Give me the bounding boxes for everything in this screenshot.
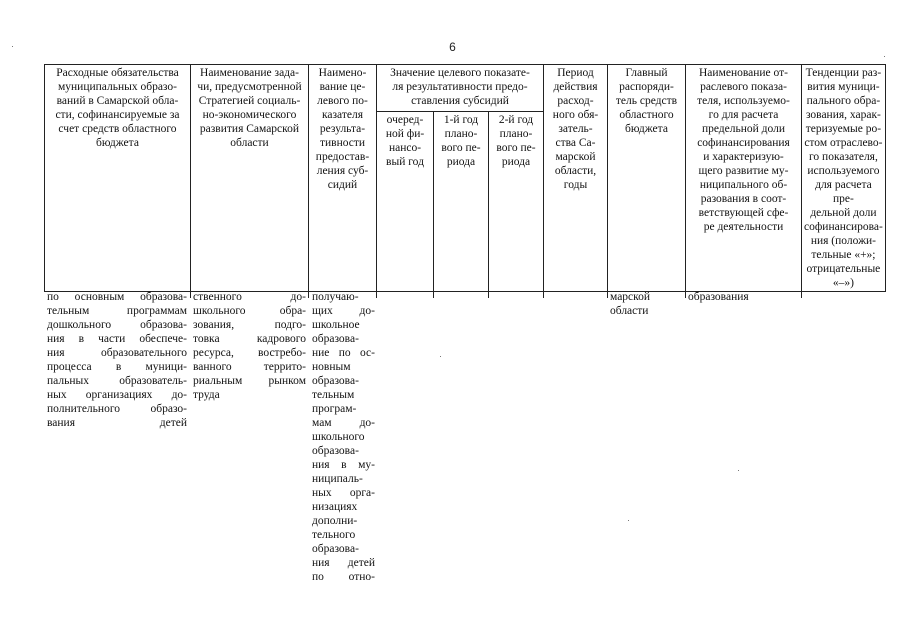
- scan-speck: [12, 46, 13, 47]
- subheader-first-planning-year: 1-й год плано- вого пе- риода: [434, 111, 489, 291]
- column-separator: [685, 288, 686, 298]
- header-sector-indicator-name: Наименование от- раслевого показа- теля, используемо- го для расчета предельной доли софинансирования и характеризую- щего развитие му- ниципального об- разования в соот- ветствующей сфе- ре деятельности: [686, 65, 802, 292]
- body-cell-sector-indicator-name: образования: [688, 291, 749, 303]
- body-cell-expenditure-obligations: по основным образова- тельным программам дошкольного образова- ния в части обеспече- ния образовательного процесса в муници- пальных образователь- ных организациях до- полнительного образо- вания детей: [47, 291, 187, 429]
- column-separator: [376, 288, 377, 298]
- column-separator: [488, 288, 489, 298]
- subheader-next-fiscal-year: очеред- ной фи- нансо- вый год: [377, 111, 434, 291]
- header-target-indicator-name: Наимено- вание це- левого по- казателя результа- тивности предостав- ления суб- сидий: [309, 65, 377, 292]
- column-separator: [607, 288, 608, 298]
- body-cell-chief-manager: марской области: [610, 291, 651, 317]
- header-obligation-period: Период действия расход- ного обя- затель- ства Са- марской области, годы: [544, 65, 608, 292]
- scan-speck: [628, 520, 629, 521]
- scan-speck: [884, 56, 885, 57]
- column-separator: [801, 288, 802, 298]
- table-body-row: [44, 288, 854, 600]
- header-strategy-task: Наименование зада- чи, предусмотренной Стратегией социаль- но-экономического развития Самарской области: [191, 65, 309, 292]
- scan-speck: [738, 470, 739, 471]
- body-cell-target-indicator-name: получаю- щих до- школьное образова- ние по ос- новным образова- тельным програм- мам до- школьного образова- ния в му- ниципаль- ных орга- низациях дополни- тельного образова- ния детей по отно-: [312, 291, 375, 583]
- header-expenditure-obligations: Расходные обязательства муниципальных образо- ваний в Самарской обла- сти, софинансируемые за счет средств областного бюджета: [45, 65, 191, 292]
- header-target-indicator-value: Значение целевого показате- ля результативности предо- ставления субсидий: [377, 65, 544, 112]
- page-number: 6: [449, 40, 456, 54]
- subheader-second-planning-year: 2-й год плано- вого пе- риода: [489, 111, 544, 291]
- indicator-table-header: [44, 64, 886, 292]
- column-separator: [308, 288, 309, 298]
- body-cell-strategy-task: ственного до- школьного обра- зования, подго- товка кадрового ресурса, востребо- ванного террито- риальным рынком труда: [193, 291, 306, 401]
- header-chief-manager: Главный распоряди- тель средств областного бюджета: [608, 65, 686, 292]
- column-separator: [190, 288, 191, 298]
- column-separator: [433, 288, 434, 298]
- header-development-trends: Тенденции раз- вития муници- пального обра- зования, харак- теризуемые ро- стом отраслево- го показателя, используемого для расчета пре- дельной доли софинансирова- ния (положи- тельные «+»; отрицательные «–»): [802, 65, 886, 292]
- column-separator: [543, 288, 544, 298]
- scan-speck: [440, 356, 441, 357]
